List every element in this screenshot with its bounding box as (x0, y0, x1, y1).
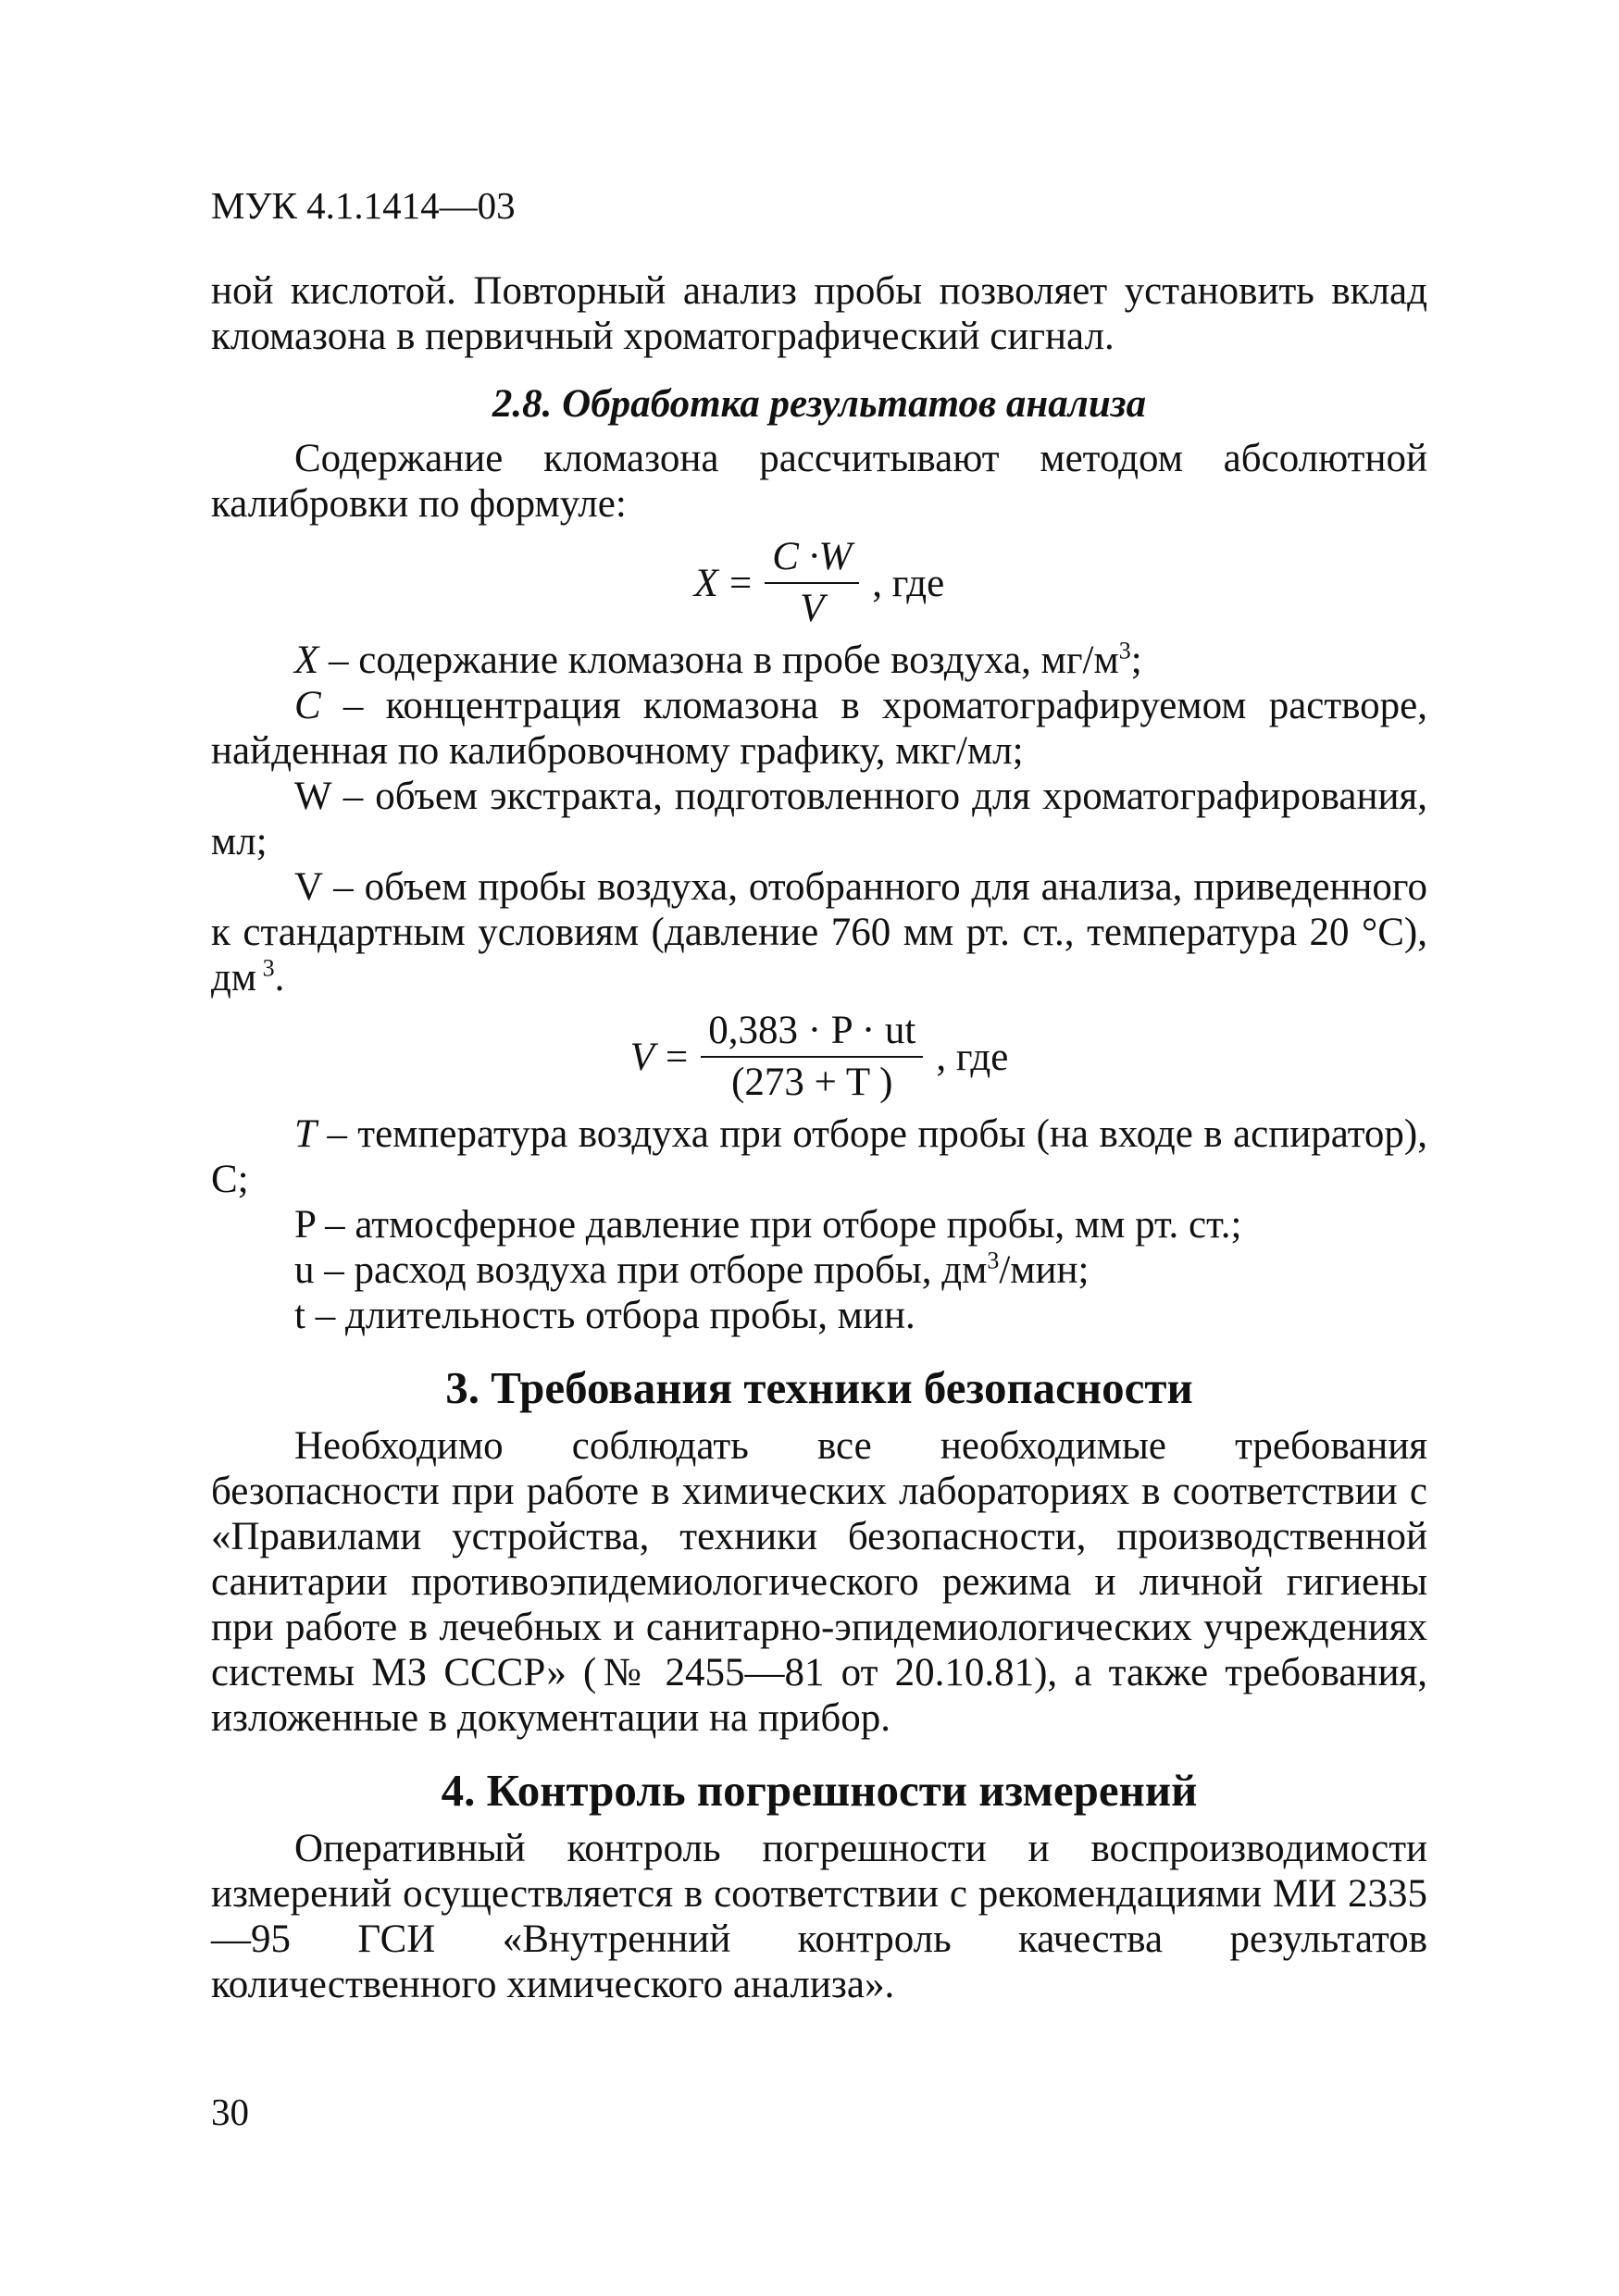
formula-v-lhs: V (629, 1035, 654, 1079)
formula-v-equals: = (665, 1035, 689, 1079)
error-control-paragraph: Оперативный контроль погрешности и воспроизводимости измерений осуществляется в соответствии с рекомендациями МИ 2335—95 ГСИ «Внутренний контроль качества результатов количественного химического анализа». (211, 1827, 1427, 2006)
definition-text: – содержание кломазона в пробе воздуха, мг/м (318, 639, 1119, 682)
definition-text: – температура воздуха при отборе пробы (на входе в аспиратор), С; (211, 1112, 1427, 1201)
page-number: 30 (211, 2091, 249, 2133)
definition-symbol: u (294, 1248, 315, 1292)
definition-p (211, 1202, 1427, 1247)
formula-x (211, 536, 1427, 630)
formula-x-fraction (765, 536, 859, 630)
definition-x (211, 638, 1427, 683)
definition-t-temperature (211, 1111, 1427, 1202)
definition-v (211, 864, 1427, 1000)
definition-symbol: V (294, 865, 323, 909)
definition-text: – концентрация кломазона в хроматографируемом растворе, найденная по калибровочному графику, мкг/мл; (211, 684, 1427, 773)
definition-symbol: t (294, 1294, 305, 1337)
formula-x-suffix: , где (872, 561, 945, 605)
definition-text: – объем экстракта, подготовленного для хроматографирования, мл; (211, 775, 1427, 863)
definition-c (211, 683, 1427, 774)
definition-symbol: T (294, 1112, 317, 1156)
page-content (211, 268, 1427, 2007)
definition-text: – атмосферное давление при отборе пробы, мм рт. ст.; (315, 1203, 1242, 1247)
definition-symbol: X (294, 639, 319, 682)
calc-method-paragraph: Содержание кломазона рассчитывают методом абсолютной калибровки по формуле: (211, 437, 1427, 526)
formula-v-suffix: , где (936, 1035, 1009, 1079)
section-4-title: 4. Контроль погрешности измерений (441, 1765, 1198, 1816)
safety-paragraph: Необходимо соблюдать все необходимые требования безопасности при работе в химических лабораториях в соответствии с «Правилами устройства, техники безопасности, производственной санитарии противоэпидемиологического режима и личной гигиены при работе в лечебных и санитарно-эпидемиологических учреждениях системы МЗ СССР» (№ 2455—81 от 20.10.81), а также требования, изложенные в документации на прибор. (211, 1424, 1427, 1740)
formula-x-equals: = (729, 561, 753, 605)
definition-text: – объем пробы воздуха, отобранного для анализа, приведенного к стандартным условиям (давление 760 мм рт. ст., температура 20 °С), дм (211, 865, 1427, 999)
definition-symbol: W (294, 775, 331, 818)
definition-end: . (274, 956, 285, 999)
definition-superscript: 3 (1118, 637, 1131, 664)
definition-text: – длительность отбора пробы, мин. (305, 1294, 915, 1337)
definition-superscript: 3 (987, 1247, 1000, 1274)
definition-symbol: P (294, 1203, 316, 1247)
formula-v-denominator: (273 + T ) (731, 1061, 893, 1104)
formula-v-fraction (701, 1010, 923, 1104)
section-2-8-title: 2.8. Обработка результатов анализа (492, 382, 1147, 426)
definition-w (211, 774, 1427, 864)
formula-x-denominator: V (800, 587, 825, 630)
definition-t-duration (211, 1293, 1427, 1338)
section-3-title: 3. Требования техники безопасности (445, 1362, 1193, 1413)
definition-end: /мин; (999, 1248, 1090, 1292)
definition-u (211, 1247, 1427, 1293)
definition-end: ; (1130, 639, 1142, 682)
definition-symbol: C (294, 684, 321, 727)
formula-v (211, 1010, 1427, 1104)
definition-superscript: 3 (256, 954, 275, 982)
intro-paragraph: ной кислотой. Повторный анализ пробы позволяет установить вклад кломазона в первичный хроматографический сигнал. (211, 269, 1427, 358)
formula-v-numerator: 0,383 · P · ut (701, 1010, 923, 1058)
formula-x-lhs: X (693, 561, 719, 605)
formula-x-numerator: C ·W (765, 536, 859, 584)
document-code: МУК 4.1.1414—03 (211, 184, 516, 227)
definition-text: – расход воздуха при отборе пробы, дм (314, 1248, 988, 1292)
